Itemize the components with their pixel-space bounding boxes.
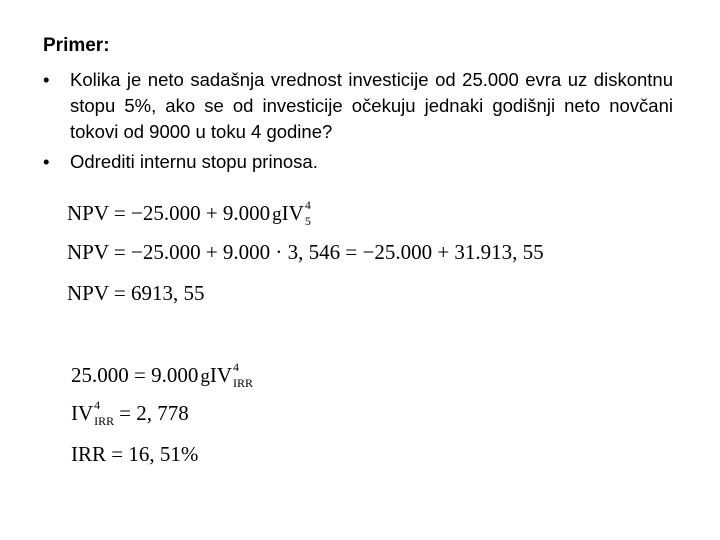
- irr-eq2-sub: IRR: [94, 414, 115, 429]
- irr-eq1-sup: 4: [233, 360, 240, 375]
- irr-equation-line-3: IRR = 16, 51%: [71, 442, 199, 466]
- npv-eq1-indices: [304, 198, 330, 229]
- npv-equation-line-2: NPV = −25.000 + 9.000 · 3, 546 = −25.000 + 31.913, 55: [67, 240, 544, 264]
- bullet-item-task: [43, 149, 673, 175]
- irr-eq1-symbol: g: [200, 366, 210, 387]
- irr-eq2-rhs: = 2, 778: [119, 401, 189, 425]
- npv-eq1-sub: 5: [304, 214, 311, 229]
- bullet-text-question: Kolika je neto sadašnja vrednost investicije od 25.000 evra uz diskontnu stopu 5%, ako se od investicije očekuju jednaki godišnji neto novčani tokovi od 9000 u toku 4 godine?: [70, 69, 673, 142]
- npv-equation-line-3: NPV = 6913, 55: [67, 281, 205, 305]
- bullet-dot-icon: •: [43, 69, 50, 90]
- bullet-list: [43, 67, 673, 175]
- npv-eq1-lhs: NPV = −25.000 + 9.000: [67, 201, 271, 225]
- example-heading: Primer:: [43, 35, 110, 56]
- irr-eq1-sub: IRR: [233, 376, 254, 391]
- npv-equation-line-1: [67, 200, 330, 228]
- irr-eq2-indices: [93, 398, 119, 429]
- bullet-item-question: [43, 67, 673, 145]
- npv-eq1-symbol: g: [272, 204, 282, 225]
- irr-eq1-indices: [232, 360, 258, 391]
- irr-equation-line-2: [71, 400, 189, 428]
- npv-eq1-term: IV: [281, 201, 304, 225]
- bullet-dot-icon: •: [43, 151, 50, 172]
- npv-eq1-sup: 4: [304, 198, 311, 213]
- irr-eq2-term: IV: [71, 401, 94, 425]
- bullet-text-task: Odrediti internu stopu prinosa.: [70, 151, 318, 172]
- irr-equation-line-1: [71, 362, 258, 390]
- irr-eq1-lhs: 25.000 = 9.000: [71, 363, 199, 387]
- irr-eq1-term: IV: [209, 363, 233, 387]
- irr-eq2-sup: 4: [94, 398, 101, 413]
